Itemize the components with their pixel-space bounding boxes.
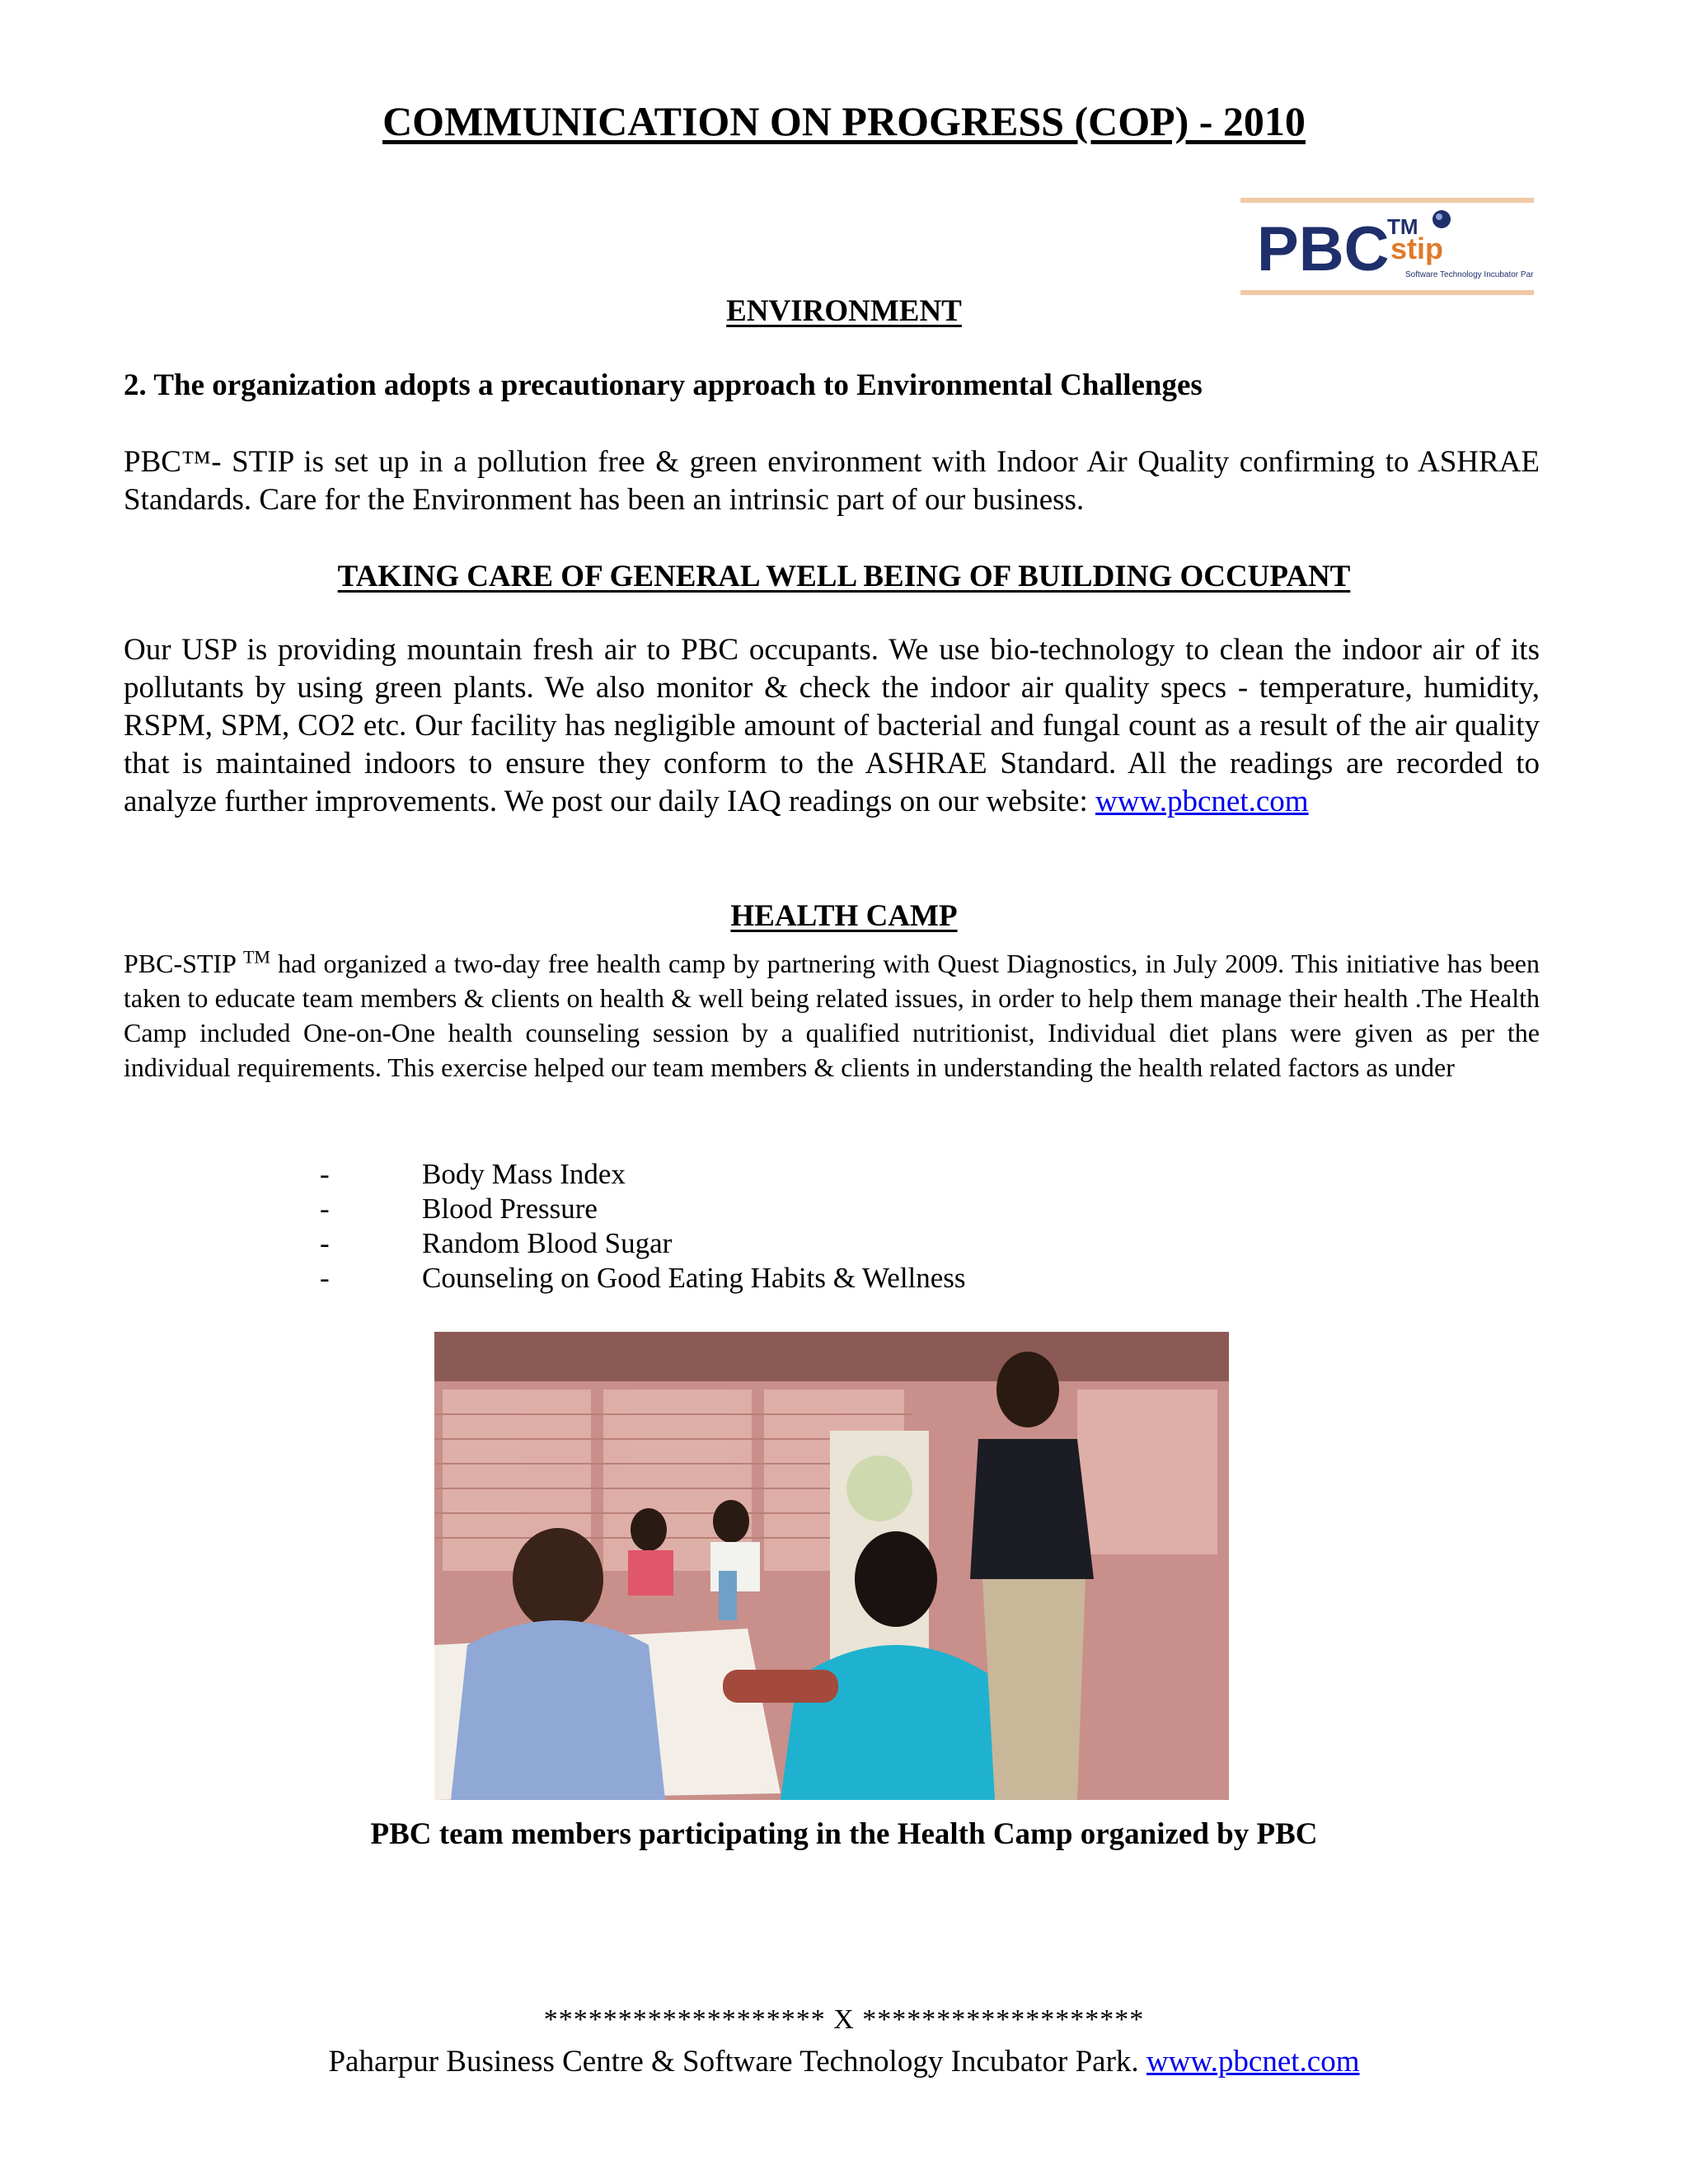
health-camp-heading: HEALTH CAMP <box>730 899 958 933</box>
list-item <box>320 1192 966 1226</box>
page-title: COMMUNICATION ON PROGRESS (COP) - 2010 <box>382 98 1306 144</box>
trademark-mark: TM <box>242 946 270 968</box>
page-footer <box>0 2044 1688 2079</box>
logo-graphic <box>1240 198 1534 295</box>
list-dash: - <box>320 1227 330 1259</box>
section-separator: ******************* X ******************* <box>543 2004 1145 2035</box>
list-dash: - <box>320 1262 330 1294</box>
health-camp-lead: PBC-STIP <box>124 949 243 978</box>
list-dash: - <box>320 1193 330 1225</box>
wellbeing-paragraph <box>124 631 1540 821</box>
list-item-text: Blood Pressure <box>422 1193 598 1225</box>
photo-caption: PBC team members participating in the Health Camp organized by PBC <box>370 1817 1318 1851</box>
environment-heading: ENVIRONMENT <box>726 294 962 328</box>
health-camp-photo <box>434 1332 1229 1800</box>
list-item <box>320 1157 966 1192</box>
logo-tagline: Software Technology Incubator Park <box>1405 270 1534 279</box>
wellbeing-text: Our USP is providing mountain fresh air to PBC occupants. We use bio-technology to clean the indoor air of its pollutants by using green plants. We also monitor & check the indoor air quality specs - temperature, humidity, RSPM, SPM, CO2 etc. Our facility has negligible amount of bacterial and fungal count as a result of the air quality that is maintained indoors to ensure they conform to the ASHRAE Standard. All the readings are recorded to analyze further improvements. We post our daily IAQ readings on our website: <box>124 633 1540 818</box>
list-dash: - <box>320 1158 330 1190</box>
wellbeing-heading: TAKING CARE OF GENERAL WELL BEING OF BUILDING OCCUPANT <box>337 560 1351 593</box>
list-item-text: Random Blood Sugar <box>422 1227 673 1259</box>
list-item <box>320 1261 966 1296</box>
website-link[interactable]: www.pbcnet.com <box>1095 785 1309 818</box>
logo-tm: TM <box>1387 214 1418 239</box>
health-factors-list <box>320 1157 966 1296</box>
list-item-text: Body Mass Index <box>422 1158 626 1190</box>
list-item-text: Counseling on Good Eating Habits & Wellness <box>422 1262 966 1294</box>
health-camp-paragraph <box>124 946 1540 1085</box>
health-camp-text: had organized a two-day free health camp by partnering with Quest Diagnostics, in July 2009. This initiative has been taken to educate team members & clients on health & well being related issues, in order to help them manage their health .The Health Camp included One-on-One health counseling session by a qualified nutritionist, Individual diet plans were given as per the individual requirements. This exercise helped our team members & clients in understanding the health related factors as under <box>124 949 1540 1082</box>
logo-stip: stip <box>1390 232 1444 265</box>
pbc-stip-logo <box>1240 198 1534 295</box>
footer-website-link[interactable]: www.pbcnet.com <box>1146 2045 1360 2079</box>
photo-illustration <box>434 1332 1229 1800</box>
footer-text: Paharpur Business Centre & Software Technology Incubator Park. <box>328 2045 1146 2079</box>
principle-heading: 2. The organization adopts a precautionary approach to Environmental Challenges <box>124 368 1203 402</box>
logo-wordmark: PBC <box>1257 214 1390 284</box>
list-item <box>320 1226 966 1261</box>
environment-paragraph: PBC™- STIP is set up in a pollution free & green environment with Indoor Air Quality confirming to ASHRAE Standards. Care for the Environment has been an intrinsic part of our business. <box>124 445 1540 517</box>
